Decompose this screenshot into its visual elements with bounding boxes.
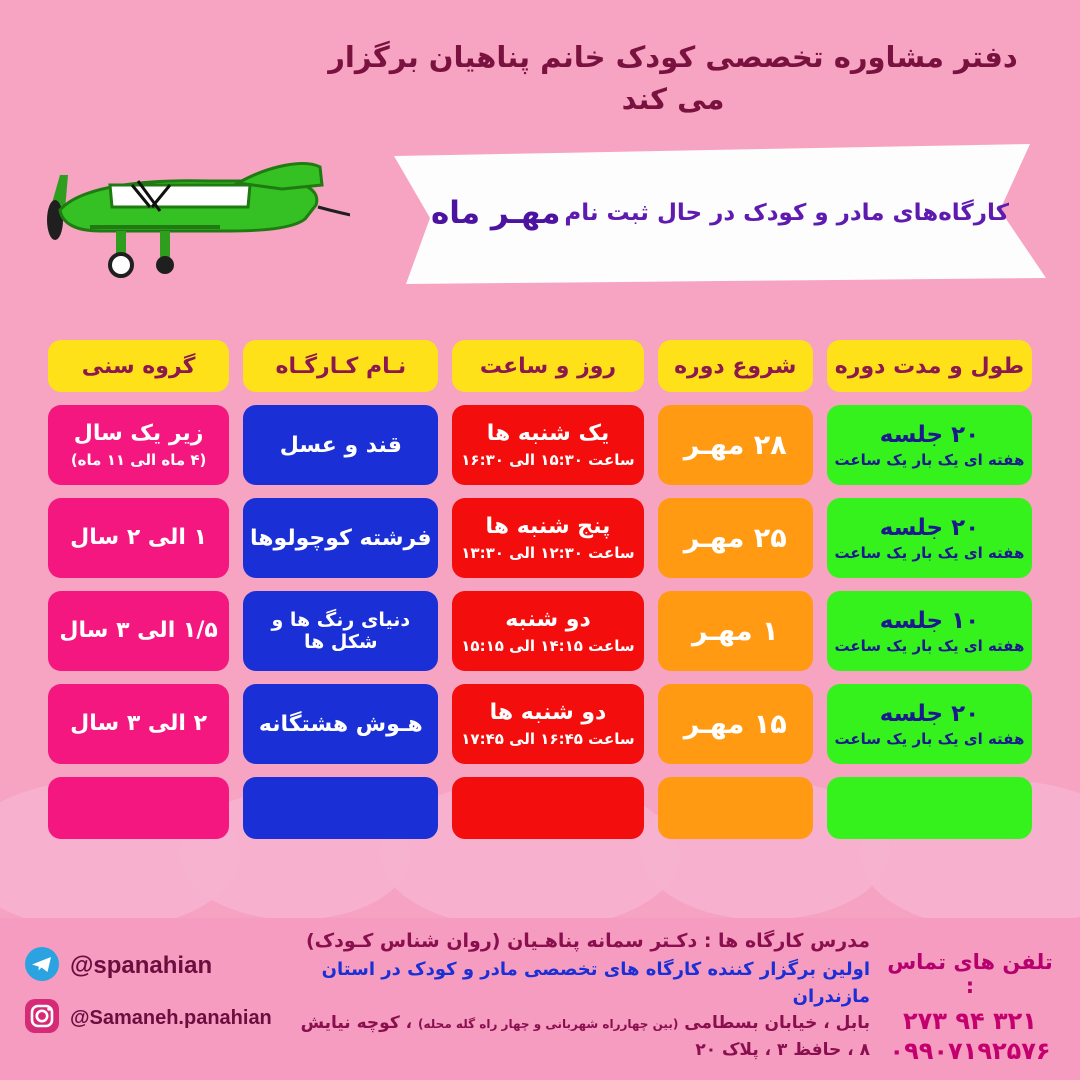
footer-info	[300, 927, 870, 1064]
instagram-link[interactable]	[24, 998, 284, 1038]
cell-age	[48, 591, 229, 671]
cell-start-empty	[658, 777, 813, 839]
page-title: دفتر مشاوره تخصصی کودک خانم پناهیان برگزار می کند	[328, 40, 1018, 117]
cell-time	[452, 405, 643, 485]
cell-name-empty	[243, 777, 438, 839]
cell-length	[827, 591, 1032, 671]
time-day: پنج شنبه ها	[485, 514, 611, 539]
column-header-start: شروع دوره	[658, 340, 813, 392]
cell-name: دنیای رنگ ها و شکل ها	[243, 591, 438, 671]
column-header-name: نـام کـارگـاه	[243, 340, 438, 392]
address-part-1: بابل ، خیابان بسطامی	[684, 1012, 870, 1033]
cell-start: ۲۸ مهـر	[658, 405, 813, 485]
workshop-table	[48, 340, 1032, 852]
instagram-icon	[24, 998, 60, 1038]
table-row	[48, 405, 1032, 485]
table-row	[48, 591, 1032, 671]
telegram-icon	[24, 946, 60, 986]
cell-time-empty	[452, 777, 643, 839]
age-main: ۲ الی ۳ سال	[70, 711, 208, 737]
cell-age	[48, 684, 229, 764]
length-sub: هفته ای یک بار یک ساعت	[834, 543, 1025, 562]
time-hours: ساعت ۱۴:۱۵ الی ۱۵:۱۵	[461, 636, 635, 655]
cell-age-empty	[48, 777, 229, 839]
cell-age	[48, 405, 229, 485]
table-header-row	[48, 340, 1032, 392]
column-header-length: طول و مدت دوره	[827, 340, 1032, 392]
instructor-line: مدرس کارگاه ها : دکـتر سمانه پناهـیان (روان شناس کـودک)	[305, 930, 870, 953]
time-hours: ساعت ۱۲:۳۰ الی ۱۳:۳۰	[461, 543, 635, 562]
cell-name: قند و عسل	[243, 405, 438, 485]
airplane-illustration	[20, 115, 350, 290]
cell-start: ۲۵ مهـر	[658, 498, 813, 578]
age-main: ۱ الی ۲ سال	[70, 525, 208, 551]
time-day: دو شنبه ها	[489, 700, 607, 725]
banner-prefix: کارگاه‌های مادر و کودک در حال ثبت نام	[564, 200, 1010, 226]
phone-number-2[interactable]: ۰۹۹۰۷۱۹۲۵۷۶	[889, 1037, 1051, 1065]
table-empty-row	[48, 777, 1032, 839]
telegram-link[interactable]	[24, 946, 284, 986]
phone-label: تلفن های تماس :	[887, 950, 1053, 998]
length-main: ۲۰ جلسه	[879, 421, 980, 448]
length-sub: هفته ای یک بار یک ساعت	[834, 729, 1025, 748]
cell-length	[827, 498, 1032, 578]
cell-time	[452, 684, 643, 764]
length-main: ۱۰ جلسه	[879, 607, 980, 634]
cell-length	[827, 684, 1032, 764]
age-main: زیر یک سال	[73, 421, 204, 446]
cell-length-empty	[827, 777, 1032, 839]
telegram-handle: @spanahian	[70, 952, 213, 979]
cell-time	[452, 498, 643, 578]
cell-length	[827, 405, 1032, 485]
banner-flag	[390, 138, 1050, 288]
cell-start: ۱۵ مهـر	[658, 684, 813, 764]
table-row	[48, 684, 1032, 764]
length-sub: هفته ای یک بار یک ساعت	[834, 636, 1025, 655]
length-main: ۲۰ جلسه	[879, 514, 980, 541]
phone-number-1[interactable]: ۳۲۱ ۹۴ ۲۷۳	[903, 1007, 1037, 1035]
banner-highlight: مهـر ماه	[430, 195, 561, 231]
cell-name: هـوش هشتگانه	[243, 684, 438, 764]
cell-start: ۱ مهـر	[658, 591, 813, 671]
length-main: ۲۰ جلسه	[879, 700, 980, 727]
address-part-2: ، کوچه نیایش ۸ ، حافظ ۳ ، پلاک ۲۰	[300, 1012, 870, 1060]
column-header-time: روز و ساعت	[452, 340, 643, 392]
cell-age	[48, 498, 229, 578]
time-day: یک شنبه ها	[486, 421, 610, 446]
cell-name: فرشته کوچولوها	[243, 498, 438, 578]
footer	[0, 918, 1080, 1080]
address-line	[300, 1010, 870, 1064]
cell-time	[452, 591, 643, 671]
instagram-handle: @Samaneh.panahian	[70, 1006, 272, 1029]
time-day: دو شنبه	[505, 607, 591, 632]
address-note: (بین چهارراه شهربانی و چهار راه گله محله)	[418, 1016, 679, 1031]
tagline: اولین برگزار کننده کارگاه های تخصصی مادر و کودک در استان مازندران	[321, 958, 870, 1007]
age-sub: (۴ ماه الی ۱۱ ماه)	[70, 450, 207, 469]
age-main: ۱/۵ الی ۳ سال	[59, 618, 218, 644]
time-hours: ساعت ۱۶:۴۵ الی ۱۷:۴۵	[461, 729, 635, 748]
length-sub: هفته ای یک بار یک ساعت	[834, 450, 1025, 469]
contact-phones	[880, 950, 1060, 1066]
time-hours: ساعت ۱۵:۳۰ الی ۱۶:۳۰	[461, 450, 635, 469]
column-header-age: گروه سنی	[48, 340, 229, 392]
social-links	[24, 946, 284, 1050]
table-row	[48, 498, 1032, 578]
